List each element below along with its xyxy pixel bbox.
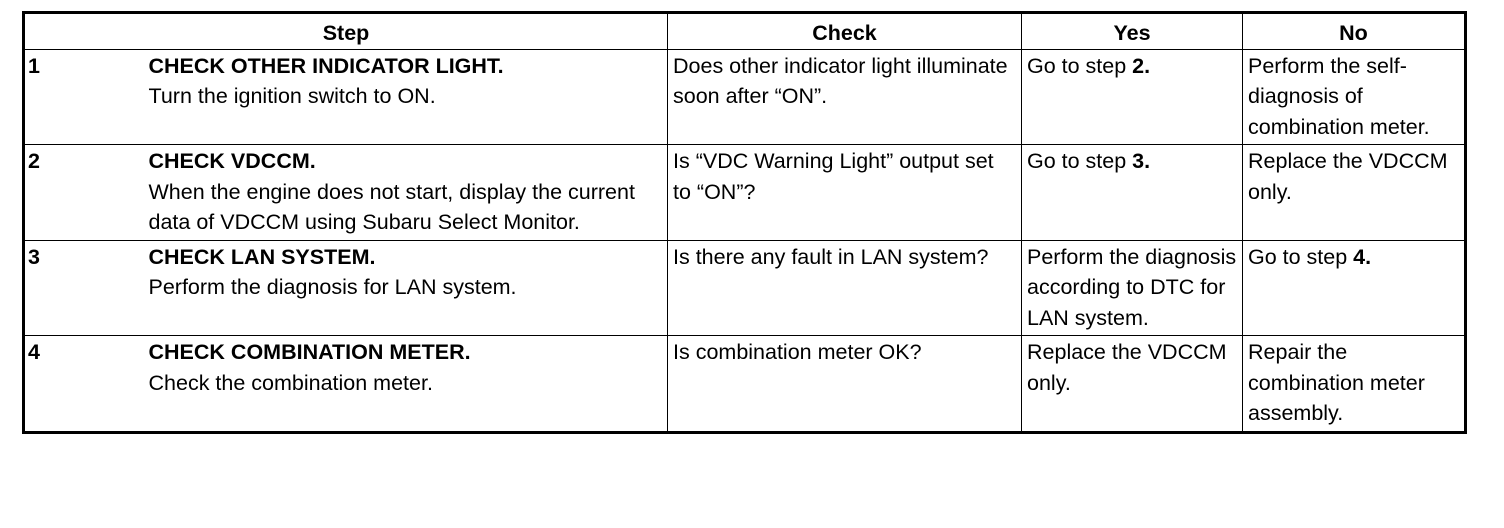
no-text: Repair the combination meter assembly. xyxy=(1248,340,1425,425)
step-cell xyxy=(146,145,668,241)
table-row xyxy=(24,240,1466,336)
yes-text: Perform the diagnosis according to DTC for LAN system. xyxy=(1027,244,1237,330)
yes-cell xyxy=(1022,49,1243,145)
check-cell xyxy=(668,240,1022,336)
yes-text: Go to step xyxy=(1027,149,1133,173)
step-description: Turn the ignition switch to ON. xyxy=(148,84,436,108)
table-row xyxy=(24,49,1466,145)
step-title: CHECK OTHER INDICATOR LIGHT. xyxy=(148,53,504,78)
step-title: CHECK COMBINATION METER. xyxy=(148,340,471,364)
yes-text: Replace the VDCCM only. xyxy=(1027,340,1227,395)
header-row xyxy=(24,13,1466,50)
no-text: Go to step xyxy=(1248,244,1354,269)
table-row xyxy=(24,336,1466,433)
step-cell xyxy=(146,49,668,145)
step-description: Check the combination meter. xyxy=(148,370,433,395)
step-description: Perform the diagnosis for LAN system. xyxy=(148,275,517,299)
step-title: CHECK LAN SYSTEM. xyxy=(148,244,376,269)
no-step-ref: 4. xyxy=(1353,244,1372,269)
step-number: 4 xyxy=(24,336,146,433)
yes-step-ref: 3. xyxy=(1132,149,1151,173)
check-text: Does other indicator light illuminate soon after “ON”. xyxy=(673,53,1008,108)
check-text: Is combination meter OK? xyxy=(673,340,922,364)
no-cell xyxy=(1243,49,1466,145)
yes-cell xyxy=(1022,145,1243,241)
check-text: Is there any fault in LAN system? xyxy=(673,244,989,269)
header-no: No xyxy=(1243,13,1466,50)
step-number: 1 xyxy=(24,49,146,145)
header-yes: Yes xyxy=(1022,13,1243,50)
diagnostic-table xyxy=(22,11,1467,434)
step-cell xyxy=(146,240,668,336)
no-cell xyxy=(1243,145,1466,241)
header-check: Check xyxy=(668,13,1022,50)
check-text: Is “VDC Warning Light” output set to “ON”? xyxy=(673,149,994,204)
step-description: When the engine does not start, display the current data of VDCCM using Subaru Select Monitor. xyxy=(148,179,635,234)
step-number: 2 xyxy=(24,145,146,241)
no-cell xyxy=(1243,240,1466,336)
check-cell xyxy=(668,145,1022,241)
step-number: 3 xyxy=(24,240,146,336)
check-cell xyxy=(668,49,1022,145)
table-row xyxy=(24,145,1466,241)
no-cell xyxy=(1243,336,1466,433)
yes-step-ref: 2. xyxy=(1132,53,1151,78)
yes-text: Go to step xyxy=(1027,53,1133,78)
step-cell xyxy=(146,336,668,433)
header-step: Step xyxy=(24,13,668,50)
check-cell xyxy=(668,336,1022,433)
no-text: Perform the self-diagnosis of combination meter. xyxy=(1248,53,1430,139)
yes-cell xyxy=(1022,336,1243,433)
step-title: CHECK VDCCM. xyxy=(148,149,316,173)
yes-cell xyxy=(1022,240,1243,336)
no-text: Replace the VDCCM only. xyxy=(1248,149,1448,204)
